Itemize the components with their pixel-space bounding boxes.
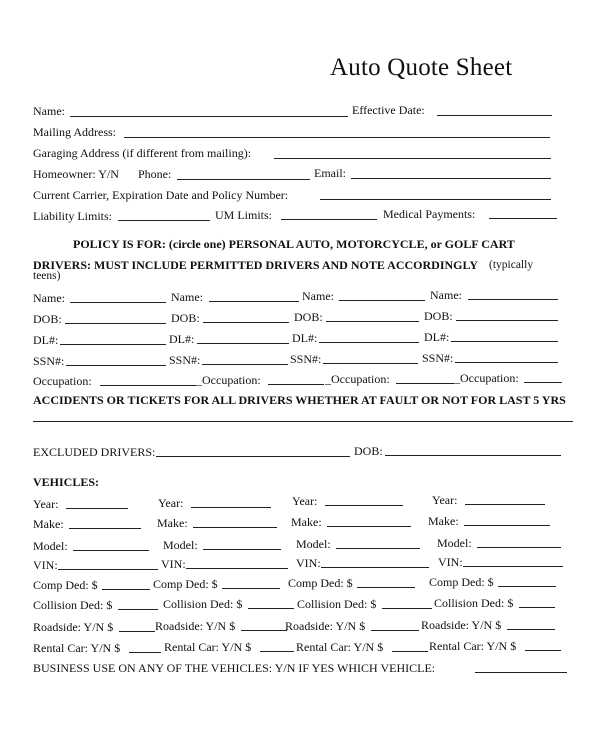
vehicle2-comp-ded-field[interactable] (222, 588, 280, 589)
driver2-dl-field[interactable] (197, 343, 289, 344)
page-title: Auto Quote Sheet (330, 54, 513, 81)
vehicles-heading: VEHICLES: (33, 475, 100, 489)
driver1-occupation-label: Occupation: (33, 374, 92, 388)
driver2-dob-label: DOB: (171, 311, 200, 325)
vehicle1-roadside-label: Roadside: Y/N $ (33, 620, 114, 634)
vehicle2-roadside-field[interactable] (241, 630, 287, 631)
vehicle4-comp-ded-field[interactable] (498, 586, 556, 587)
accidents-line-1[interactable] (33, 421, 573, 422)
vehicle1-vin-label: VIN: (33, 558, 58, 572)
phone-field[interactable] (177, 179, 310, 180)
vehicle2-year-field[interactable] (191, 507, 271, 508)
phone-label: Phone: (138, 167, 172, 181)
vehicle3-make-field[interactable] (327, 526, 411, 527)
business-use-label: BUSINESS USE ON ANY OF THE VEHICLES: Y/N IF YES WHICH VEHICLE: (33, 661, 436, 675)
driver2-ssn-label: SSN#: (169, 353, 201, 367)
vehicle2-model-label: Model: (163, 538, 198, 552)
driver2-occupation-field[interactable] (268, 384, 324, 385)
vehicle3-roadside-field[interactable] (371, 630, 419, 631)
driver1-name-label: Name: (33, 291, 65, 305)
driver2-dl-label: DL#: (169, 332, 195, 346)
vehicle3-model-field[interactable] (336, 548, 420, 549)
driver4-occupation-label: _Occupation: (454, 371, 519, 385)
um-limits-label: UM Limits: (215, 208, 273, 222)
vehicle1-rental-car-label: Rental Car: Y/N $ (33, 641, 121, 655)
driver3-ssn-label: SSN#: (290, 352, 322, 366)
vehicle1-comp-ded-field[interactable] (102, 589, 150, 590)
homeowner-label: Homeowner: Y/N (33, 167, 119, 181)
vehicle1-collision-ded-label: Collision Ded: $ (33, 598, 113, 612)
driver4-name-label: Name: (430, 288, 462, 302)
vehicle4-comp-ded-label: Comp Ded: $ (429, 575, 494, 589)
driver1-dob-field[interactable] (65, 323, 166, 324)
drivers-note-cont: teens) (33, 270, 61, 282)
vehicle2-roadside-label: Roadside: Y/N $ (155, 619, 236, 633)
vehicle2-rental-car-label: Rental Car: Y/N $ (164, 640, 252, 654)
mailing-address-label: Mailing Address: (33, 125, 116, 139)
vehicle2-collision-ded-label: Collision Ded: $ (163, 597, 243, 611)
vehicle4-collision-ded-field[interactable] (519, 607, 555, 608)
name-field[interactable] (70, 116, 348, 117)
driver2-dob-field[interactable] (203, 322, 289, 323)
driver1-name-field[interactable] (70, 302, 166, 303)
vehicle2-vin-field[interactable] (186, 568, 288, 569)
medical-payments-label: Medical Payments: (383, 207, 476, 221)
driver2-ssn-field[interactable] (202, 364, 288, 365)
effective-date-field[interactable] (437, 115, 552, 116)
garaging-address-label: Garaging Address (if different from mailing): (33, 146, 252, 160)
driver1-dl-label: DL#: (33, 333, 59, 347)
vehicle3-vin-field[interactable] (321, 567, 429, 568)
vehicle2-vin-label: VIN: (161, 557, 186, 571)
vehicle1-year-label: Year: (33, 497, 59, 511)
vehicle1-model-field[interactable] (73, 550, 149, 551)
vehicle3-make-label: Make: (291, 515, 322, 529)
driver4-dl-field[interactable] (451, 341, 558, 342)
current-carrier-label: Current Carrier, Expiration Date and Policy Number: (33, 188, 289, 202)
vehicle3-year-label: Year: (292, 494, 318, 508)
vehicle4-year-label: Year: (432, 493, 458, 507)
vehicle3-model-label: Model: (296, 537, 331, 551)
driver3-dl-label: DL#: (292, 331, 318, 345)
vehicle3-comp-ded-field[interactable] (357, 587, 415, 588)
vehicle3-rental-car-field[interactable] (392, 651, 428, 652)
vehicle2-collision-ded-field[interactable] (248, 608, 294, 609)
vehicle1-comp-ded-label: Comp Ded: $ (33, 578, 98, 592)
vehicle1-year-field[interactable] (66, 508, 128, 509)
vehicle4-year-field[interactable] (465, 504, 545, 505)
drivers-note: (typically (489, 259, 534, 271)
vehicle2-make-field[interactable] (193, 527, 277, 528)
driver2-name-label: Name: (171, 290, 203, 304)
vehicle1-make-label: Make: (33, 517, 64, 531)
vehicle4-collision-ded-label: Collision Ded: $ (434, 596, 514, 610)
vehicle3-collision-ded-label: Collision Ded: $ (297, 597, 377, 611)
business-use-field[interactable] (475, 672, 567, 673)
um-limits-field[interactable] (281, 219, 377, 220)
vehicle2-year-label: Year: (158, 496, 184, 510)
vehicle3-roadside-label: Roadside: Y/N $ (285, 619, 366, 633)
vehicle3-year-field[interactable] (325, 505, 403, 506)
driver3-dl-field[interactable] (319, 342, 419, 343)
driver4-occupation-field[interactable] (524, 382, 562, 383)
vehicle1-vin-field[interactable] (58, 569, 158, 570)
vehicle3-comp-ded-label: Comp Ded: $ (288, 576, 353, 590)
policy-for-line: POLICY IS FOR: (circle one) PERSONAL AUTO, MOTORCYCLE, or GOLF CART (73, 237, 515, 251)
mailing-address-field[interactable] (124, 137, 550, 138)
driver4-dob-field[interactable] (456, 320, 558, 321)
driver2-occupation-label: _Occupation: (196, 373, 261, 387)
vehicle1-roadside-field[interactable] (119, 631, 155, 632)
garaging-address-field[interactable] (274, 158, 551, 159)
vehicle4-make-field[interactable] (464, 525, 550, 526)
driver3-occupation-label: _Occupation: (325, 372, 390, 386)
vehicle2-model-field[interactable] (203, 549, 281, 550)
vehicle4-rental-car-field[interactable] (525, 650, 561, 651)
vehicle4-rental-car-label: Rental Car: Y/N $ (429, 639, 517, 653)
vehicle2-rental-car-field[interactable] (260, 651, 294, 652)
driver3-name-field[interactable] (339, 300, 425, 301)
vehicle4-vin-field[interactable] (463, 566, 563, 567)
vehicle3-rental-car-label: Rental Car: Y/N $ (296, 640, 384, 654)
drivers-heading: DRIVERS: MUST INCLUDE PERMITTED DRIVERS AND NOTE ACCORDINGLY (33, 258, 479, 272)
driver4-name-field[interactable] (468, 299, 558, 300)
vehicle4-roadside-field[interactable] (507, 629, 555, 630)
vehicle1-make-field[interactable] (69, 528, 141, 529)
driver3-dob-label: DOB: (294, 310, 323, 324)
vehicle2-make-label: Make: (157, 516, 188, 530)
vehicle2-comp-ded-label: Comp Ded: $ (153, 577, 218, 591)
medical-payments-field[interactable] (489, 218, 557, 219)
vehicle4-make-label: Make: (428, 514, 459, 528)
vehicle1-collision-ded-field[interactable] (118, 609, 158, 610)
driver1-dob-label: DOB: (33, 312, 62, 326)
current-carrier-field[interactable] (320, 199, 551, 200)
driver4-dl-label: DL#: (424, 330, 450, 344)
driver3-occupation-field[interactable] (396, 383, 454, 384)
excluded-dob-label: DOB: (354, 444, 383, 458)
excluded-dob-field[interactable] (385, 455, 561, 456)
driver4-ssn-label: SSN#: (422, 351, 454, 365)
vehicle4-roadside-label: Roadside: Y/N $ (421, 618, 502, 632)
liability-limits-label: Liability Limits: (33, 209, 112, 223)
driver3-dob-field[interactable] (326, 321, 419, 322)
driver1-dl-field[interactable] (60, 344, 166, 345)
driver1-ssn-field[interactable] (66, 365, 166, 366)
driver1-occupation-field[interactable] (100, 385, 196, 386)
vehicle4-model-label: Model: (437, 536, 472, 550)
email-field[interactable] (351, 178, 551, 179)
name-label: Name: (33, 104, 65, 118)
accidents-heading: ACCIDENTS OR TICKETS FOR ALL DRIVERS WHETHER AT FAULT OR NOT FOR LAST 5 YRS (33, 393, 566, 407)
email-label: Email: (314, 166, 346, 180)
driver1-ssn-label: SSN#: (33, 354, 65, 368)
driver4-dob-label: DOB: (424, 309, 453, 323)
vehicle3-collision-ded-field[interactable] (382, 608, 432, 609)
vehicle4-model-field[interactable] (477, 547, 561, 548)
liability-limits-field[interactable] (118, 220, 210, 221)
effective-date-label: Effective Date: (352, 103, 425, 117)
excluded-drivers-field[interactable] (156, 456, 350, 457)
driver2-name-field[interactable] (209, 301, 299, 302)
vehicle4-vin-label: VIN: (438, 555, 463, 569)
driver3-ssn-field[interactable] (323, 363, 418, 364)
vehicle1-rental-car-field[interactable] (129, 652, 161, 653)
driver4-ssn-field[interactable] (455, 362, 558, 363)
excluded-drivers-label: EXCLUDED DRIVERS: (33, 445, 156, 459)
vehicle1-model-label: Model: (33, 539, 68, 553)
vehicle3-vin-label: VIN: (296, 556, 321, 570)
driver3-name-label: Name: (302, 289, 334, 303)
